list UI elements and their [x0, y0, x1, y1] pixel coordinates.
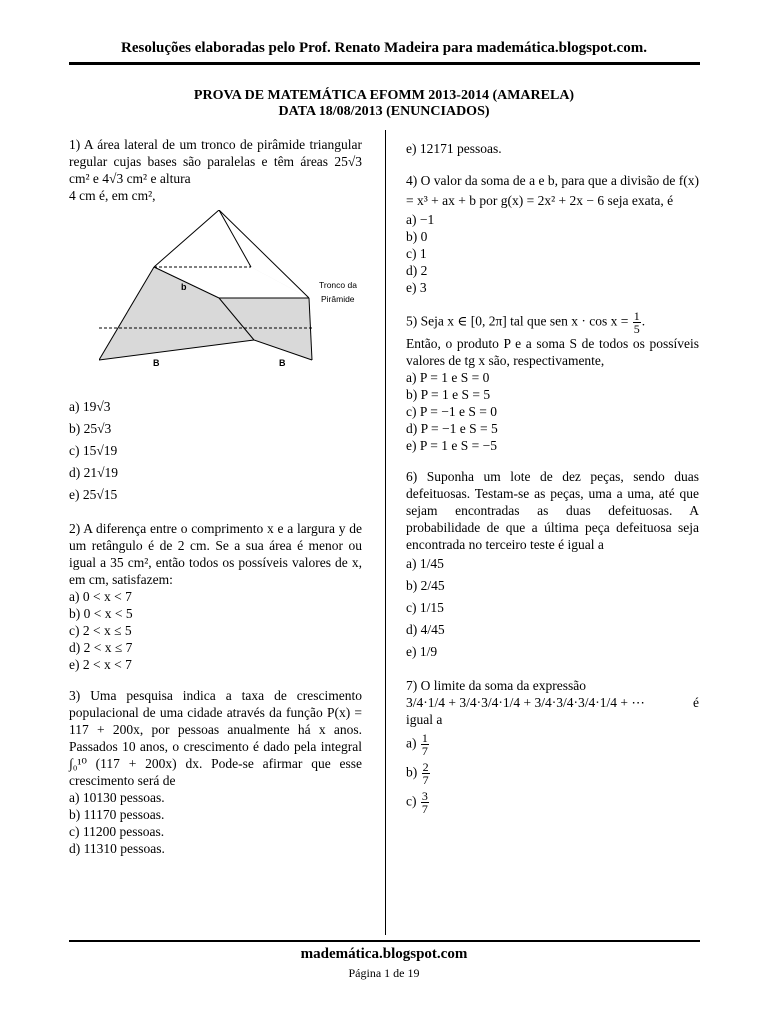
q7-option-b: b) $\frac{2}{7}$ [406, 760, 429, 787]
q3-integral: ∫₀¹⁰ (117 + 200x) dx [69, 756, 199, 771]
q2-option-d: d) 2 < x ≤ 7 [69, 640, 133, 655]
q7-option-c: c) $\frac{3}{7}$ [406, 789, 428, 816]
fig-caption-line2: Pirâmide [321, 294, 355, 304]
q5-fraction-denominator: 5 [633, 322, 640, 336]
question-2 [69, 520, 362, 673]
q4-option-a: a) −1 [406, 212, 435, 227]
page-header: Resoluções elaboradas pelo Prof. Renato Madeira para mademática.blogspot.com. [121, 40, 647, 56]
q2-statement: 2) A diferença entre o comprimento x e a largura y de um retângulo é de 2 cm. Se a sua área é menor ou igual a 35 cm², então todos os possíveis valores de x, em cm, satisfazem: [69, 521, 362, 587]
q3-option-c: c) 11200 pessoas. [69, 824, 165, 839]
q6-statement: 6) Suponha um lote de dez peças, sendo duas defeituosas. Testam-se as peças, uma a uma, até que sejam encontradas as duas defeituosas. A probabilidade de que a última peça defeituosa seja encontrada no terceiro teste é igual a [406, 469, 699, 552]
q3-option-a: a) 10130 pessoas. [69, 790, 165, 805]
q2-option-e: e) 2 < x < 7 [69, 657, 132, 672]
exam-title [0, 88, 768, 120]
frustum-figure [99, 210, 374, 390]
question-1 [69, 136, 362, 506]
q2-option-c: c) 2 < x ≤ 5 [69, 623, 132, 638]
q5-option-e: e) P = 1 e S = −5 [406, 438, 497, 453]
q6-option-b: b) 2/45 [406, 578, 445, 593]
fig-label-b: b [181, 282, 187, 292]
q5-option-d: d) P = −1 e S = 5 [406, 421, 498, 436]
question-5: 5) Seja x ∈ [0, 2π] tal que sen x · cos x = $\frac{1}{5}$ . Então, o produto P e a soma S de todos os possíveis valores de tg x são, respectivamente, a) P = 1 e S = 0 b) P = 1 e S = 5 c) P = −1 e S = 0 d) P = −1 e S = 5 e) P = 1 e S = −5 [406, 309, 699, 453]
q5-statement-end: Então, o produto P e a soma S de todos os possíveis valores de tg x são, respectivamente, [406, 336, 699, 368]
q3-option-d: d) 11310 pessoas. [69, 841, 165, 856]
q1-option-e: e) 25√15 [69, 487, 118, 502]
q7-series: 3/4·1/4 + 3/4·3/4·1/4 + 3/4·3/4·3/4·1/4 + ⋯ [406, 695, 645, 710]
question-3 [69, 687, 362, 857]
q5-option-c: c) P = −1 e S = 0 [406, 404, 497, 419]
q1-options [69, 396, 362, 506]
question-6 [406, 468, 699, 663]
exam-date-line: DATA 18/08/2013 (ENUNCIADOS) [278, 104, 490, 119]
q4-option-d: d) 2 [406, 263, 428, 278]
left-column [69, 136, 362, 857]
footer-rule [69, 940, 700, 942]
fig-caption-line1: Tronco da [319, 280, 357, 290]
q4-option-e: e) 3 [406, 280, 427, 295]
q7-statement-e: é [693, 695, 699, 710]
column-divider [385, 130, 386, 935]
q1-statement-end: 4 cm é, em cm², [69, 188, 156, 203]
q3-option-b: b) 11170 pessoas. [69, 807, 165, 822]
question-7 [406, 677, 699, 815]
q7-option-a-fraction: $\frac{1}{7}$ [421, 731, 428, 758]
q7-statement: 7) O limite da soma da expressão [406, 678, 586, 693]
q1-option-c: c) 15√19 [69, 443, 118, 458]
q6-option-e: e) 1/9 [406, 644, 438, 659]
q2-option-a: a) 0 < x < 7 [69, 589, 132, 604]
page-number: Página 1 de 19 [348, 966, 420, 980]
fig-label-B-left: B [153, 358, 160, 368]
header-rule [69, 62, 700, 65]
q3-statement: 3) Uma pesquisa indica a taxa de crescimento populacional de uma cidade através da função P(x) = 117 + 200x, por pessoas anualmente há x anos. Passados 10 anos, o crescimento é dado pela integral [69, 688, 362, 754]
q1-statement: 1) A área lateral de um tronco de pirâmide triangular regular cujas bases são paralelas e têm áreas 25√3 cm² e 4√3 cm² e altura [69, 137, 362, 186]
q3-option-e: e) 12171 pessoas. [406, 141, 502, 156]
q5-option-b: b) P = 1 e S = 5 [406, 387, 491, 402]
q5-fraction [633, 310, 641, 335]
fig-label-B-right: B [279, 358, 286, 368]
q5-fraction-numerator: 1 [633, 309, 640, 323]
q1-option-b: b) 25√3 [69, 421, 112, 436]
q1-option-d: d) 21√19 [69, 465, 119, 480]
q7-option-b-fraction: $\frac{2}{7}$ [422, 760, 429, 787]
q4-option-c: c) 1 [406, 246, 427, 261]
exam-title-line1: PROVA DE MATEMÁTICA EFOMM 2013-2014 (AMARELA) [193, 88, 575, 103]
q5-statement: 5) Seja x ∈ [0, 2π] tal que sen x · cos x = [406, 313, 629, 329]
question-4 [406, 171, 699, 296]
right-column [406, 136, 699, 815]
q6-option-d: d) 4/45 [406, 622, 445, 637]
q4-option-b: b) 0 [406, 229, 428, 244]
q6-option-a: a) 1/45 [406, 556, 444, 571]
q7-option-a: a) $\frac{1}{7}$ [406, 731, 428, 758]
q6-option-c: c) 1/15 [406, 600, 444, 615]
q4-statement: 4) O valor da soma de a e b, para que a divisão de f(x) = x³ + ax + b por g(x) = 2x² + 2x − 6 seja exata, é [406, 173, 699, 208]
q7-statement-end: igual a [406, 712, 443, 727]
q1-option-a: a) 19√3 [69, 399, 111, 414]
q7-option-c-fraction: $\frac{3}{7}$ [421, 789, 428, 816]
q2-option-b: b) 0 < x < 5 [69, 606, 133, 621]
q5-option-a: a) P = 1 e S = 0 [406, 370, 490, 385]
footer-site: mademática.blogspot.com [300, 946, 468, 962]
q3-statement-end: . Pode-se afirmar que esse crescimento será de [69, 756, 363, 788]
